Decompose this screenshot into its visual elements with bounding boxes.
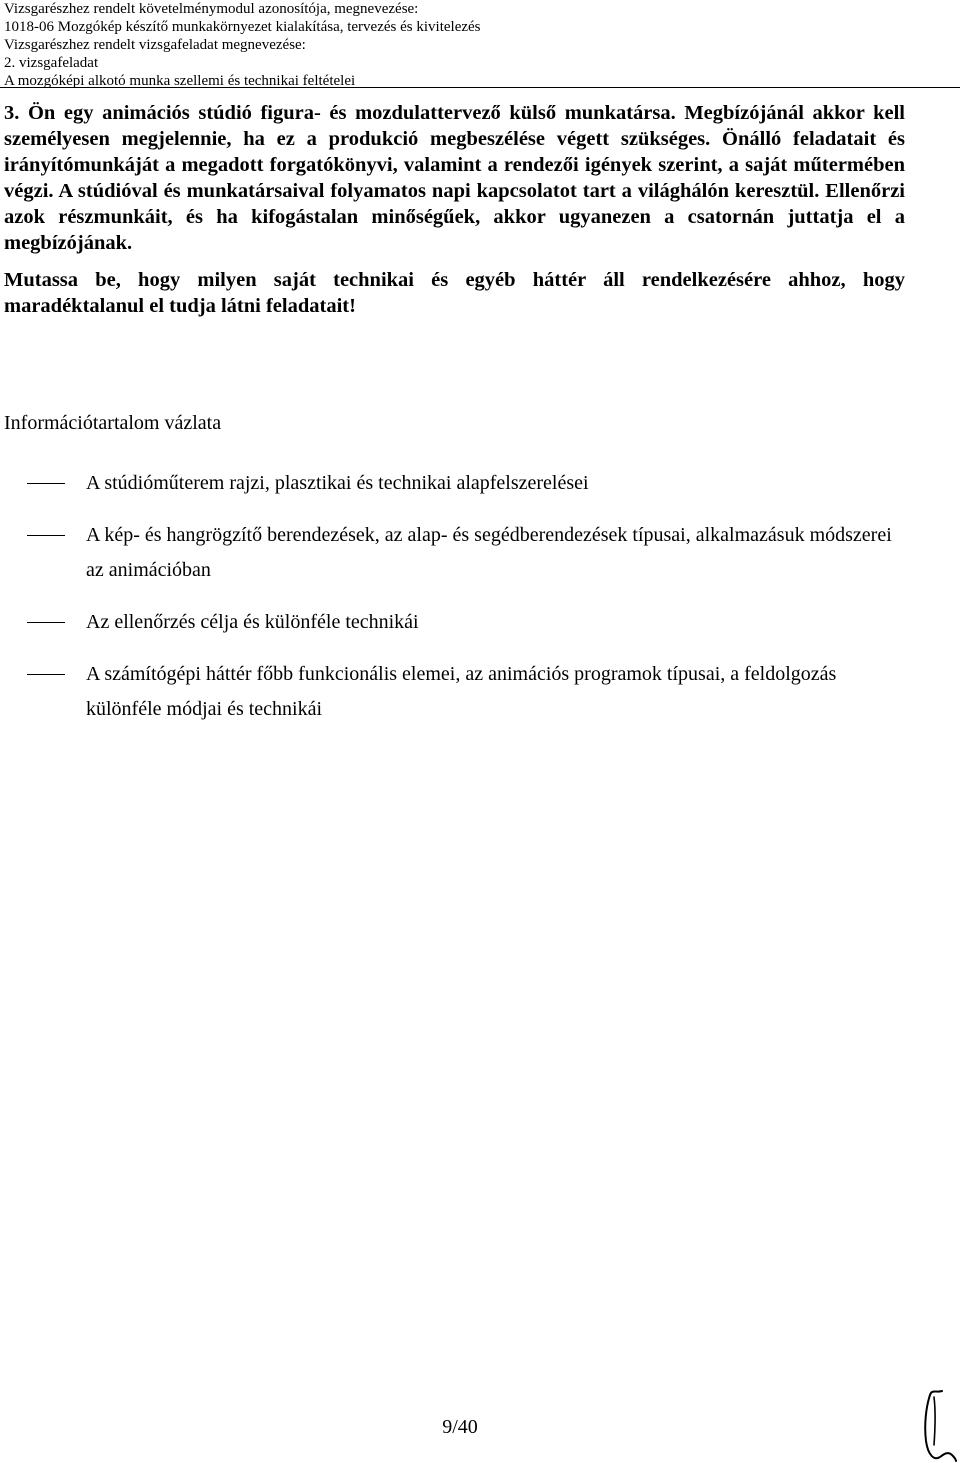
task-question: Mutassa be, hogy milyen saját technikai és egyéb háttér áll rendelkezésére ahhoz, hogy maradéktalanul el tudja látni feladatait! bbox=[4, 269, 905, 317]
header-task-name: A mozgóképi alkotó munka szellemi és technikai feltételei bbox=[4, 73, 356, 89]
list-item bbox=[4, 657, 904, 727]
header-module-name: 1018-06 Mozgókép készítő munkakörnyezet kialakítása, tervezés és kivitelezés bbox=[4, 19, 481, 35]
header-task-label: Vizsgarészhez rendelt vizsgafeladat megnevezése: bbox=[4, 37, 306, 53]
outline-list bbox=[4, 466, 904, 744]
outline-title: Információtartalom vázlata bbox=[4, 412, 222, 434]
list-item bbox=[4, 605, 904, 640]
header-module-label: Vizsgarészhez rendelt követelménymodul azonosítója, megnevezése: bbox=[4, 1, 419, 17]
task-body: 3. Ön egy animációs stúdió figura- és mozdulattervező külső munkatársa. Megbízójánál akkor kell személyesen megjelennie, ha ez a produkció megbeszélése végett szükséges. Önálló feladatait és irányítómunkáját a megadott forgatókönyvi, valamint a rendezői igények szerint, a saját műtermében végzi. A stúdióval és munkatársaival folyamatos napi kapcsolatot tart a világhálón keresztül. Ellenőrzi azok részmunkáit, és ha kifogástalan minőségűek, akkor ugyanezen a csatornán juttatja el a megbízójának. bbox=[4, 102, 905, 254]
list-item bbox=[4, 466, 904, 501]
list-item bbox=[4, 518, 904, 588]
list-item-text: A számítógépi háttér főbb funkcionális elemei, az animációs programok típusai, a feldolgozás különféle módjai és technikái bbox=[86, 663, 837, 720]
list-item-text: Az ellenőrzés célja és különféle technikái bbox=[86, 611, 419, 633]
signature-mark-icon bbox=[922, 1385, 958, 1463]
page-number: 9/40 bbox=[442, 1416, 478, 1438]
dash-bullet-icon bbox=[27, 535, 65, 536]
list-item-text: A kép- és hangrögzítő berendezések, az alap- és segédberendezések típusai, alkalmazásuk módszerei az animációban bbox=[86, 524, 892, 581]
dash-bullet-icon bbox=[27, 622, 65, 623]
dash-bullet-icon bbox=[27, 483, 65, 484]
list-item-text: A stúdióműterem rajzi, plasztikai és technikai alapfelszerelései bbox=[86, 472, 589, 494]
task-description bbox=[4, 100, 905, 319]
document-header bbox=[4, 0, 481, 90]
header-task-number: 2. vizsgafeladat bbox=[4, 55, 99, 71]
dash-bullet-icon bbox=[27, 674, 65, 675]
header-divider bbox=[0, 87, 960, 88]
